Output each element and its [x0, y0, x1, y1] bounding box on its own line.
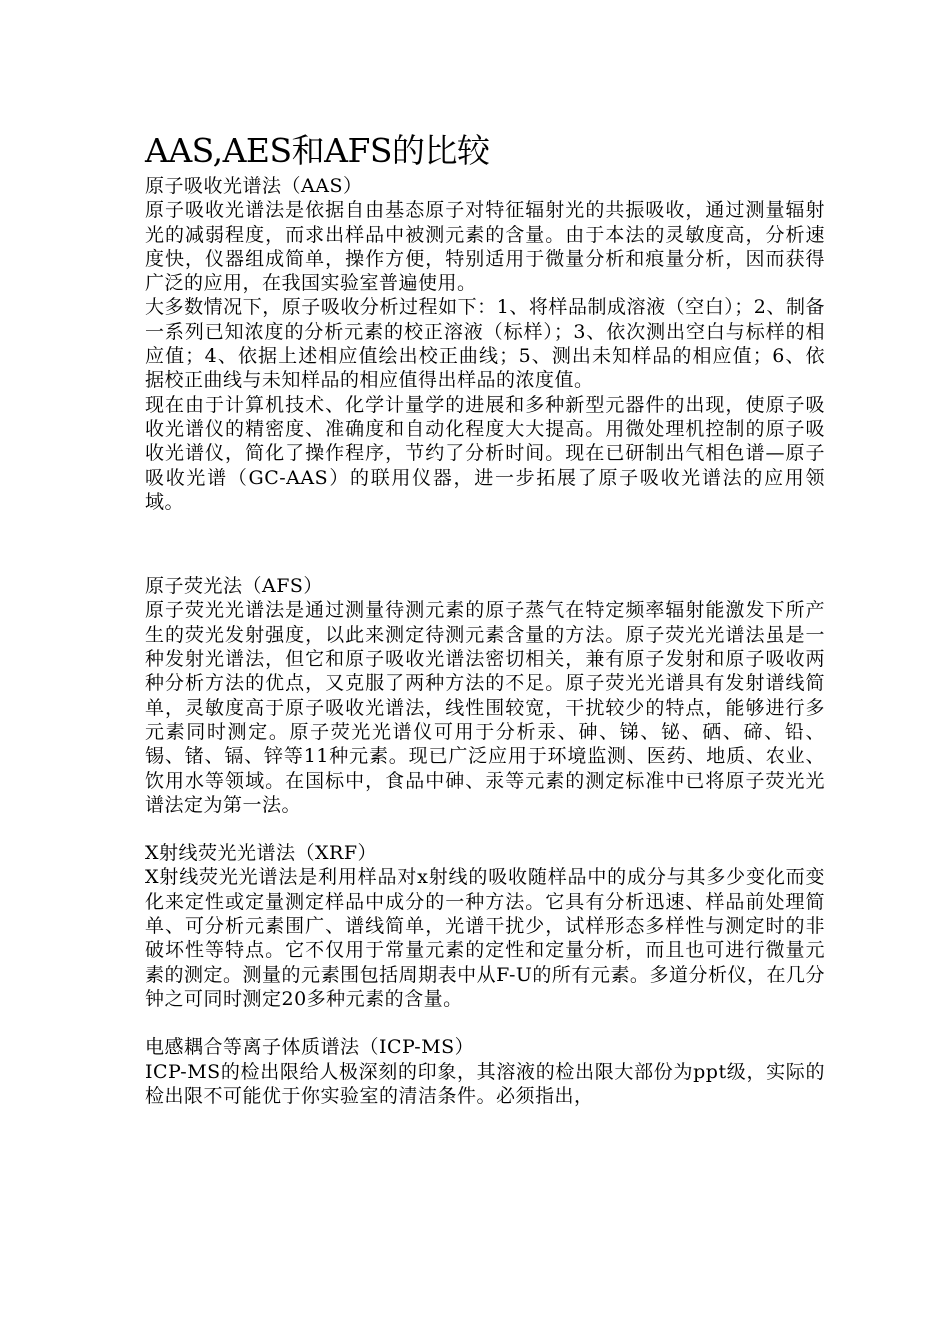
document-title: AAS,AES和AFS的比较 — [145, 131, 490, 170]
section-spacer — [145, 514, 825, 574]
paragraph: ICP-MS的检出限给人极深刻的印象，其溶液的检出限大部份为ppt级，实际的检出限不可能优于你实验室的清洁条件。必须指出， — [145, 1060, 825, 1107]
section-aas — [145, 174, 825, 514]
paragraph: 现在由于计算机技术、化学计量学的进展和多种新型元器件的出现，使原子吸收光谱仪的精密度、准确度和自动化程度大大提高。用微处理机控制的原子吸收光谱仪，简化了操作程序，节约了分析时间。现在已研制出气相色谱—原子吸收光谱（GC-AAS）的联用仪器，进一步拓展了原子吸收光谱法的应用领域。 — [145, 393, 825, 513]
section-heading-icp-ms: 电感耦合等离子体质谱法（ICP-MS） — [145, 1036, 475, 1059]
paragraph: 大多数情况下，原子吸收分析过程如下：1、将样品制成溶液（空白）；2、制备一系列已知浓度的分析元素的校正溶液（标样）；3、依次测出空白与标样的相应值；4、依据上述相应值绘出校正曲线；5、测出未知样品的相应值；6、依据校正曲线与未知样品的相应值得出样品的浓度值。 — [145, 296, 825, 392]
paragraph: X射线荧光光谱法是利用样品对x射线的吸收随样品中的成分与其多少变化而变化来定性或定量测定样品中成分的一种方法。它具有分析迅速、样品前处理简单、可分析元素围广、谱线简单，光谱干扰少，试样形态多样性与测定时的非破坏性等特点。它不仅用于常量元素的定性和定量分析，而且也可进行微量元素的测定。测量的元素围包括周期表中从F-U的所有元素。多道分析仪，在几分钟之可同时测定20多种元素的含量。 — [145, 866, 825, 1010]
section-icp-ms — [145, 1035, 825, 1108]
section-afs — [145, 574, 825, 817]
section-xrf — [145, 841, 825, 1011]
paragraph: 原子吸收光谱法是依据自由基态原子对特征辐射光的共振吸收，通过测量辐射光的减弱程度，而求出样品中被测元素的含量。由于本法的灵敏度高，分析速度快，仪器组成简单，操作方便，特别适用于微量分析和痕量分析，因而获得广泛的应用，在我国实验室普遍使用。 — [145, 199, 825, 295]
paragraph: 原子荧光光谱法是通过测量待测元素的原子蒸气在特定频率辐射能激发下所产生的荧光发射强度，以此来测定待测元素含量的方法。原子荧光光谱法虽是一种发射光谱法，但它和原子吸收光谱法密切相关，兼有原子发射和原子吸收两种分析方法的优点，又克服了两种方法的不足。原子荧光光谱具有发射谱线简单，灵敏度高于原子吸收光谱法，线性围较宽，干扰较少的特点，能够进行多元素同时测定。原子荧光光谱仪可用于分析汞、砷、锑、铋、硒、碲、铅、锡、锗、镉、锌等11种元素。现已广泛应用于环境监测、医药、地质、农业、饮用水等领域。在国标中，食品中砷、汞等元素的测定标准中已将原子荧光光谱法定为第一法。 — [145, 599, 825, 816]
document-page — [145, 128, 825, 1108]
section-heading-afs: 原子荧光法（AFS） — [145, 575, 323, 598]
section-spacer — [145, 817, 825, 841]
section-heading-xrf: X射线荧光光谱法（XRF） — [145, 842, 378, 865]
section-spacer — [145, 1011, 825, 1035]
section-heading-aas: 原子吸收光谱法（AAS） — [145, 175, 363, 197]
